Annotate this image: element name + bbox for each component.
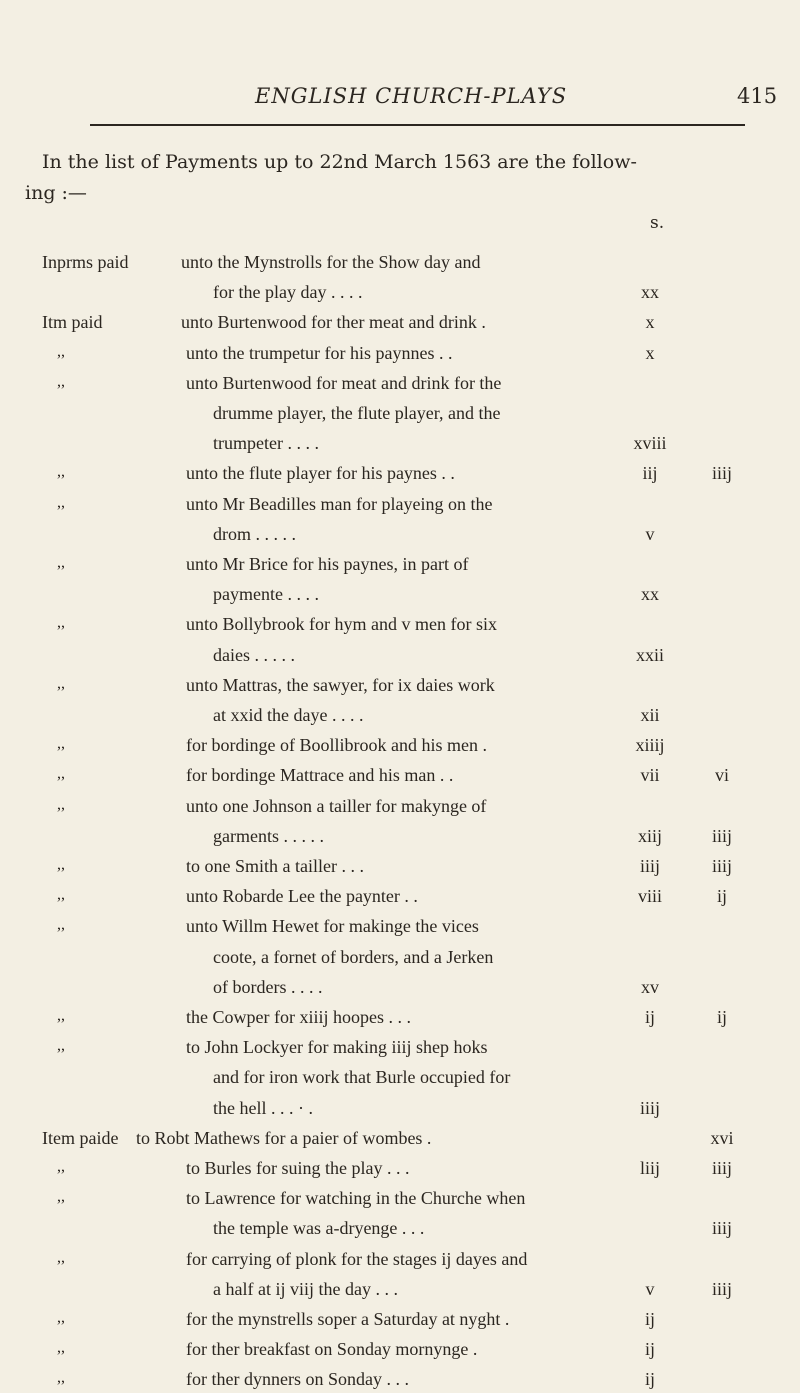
shillings-value: iiij [639,1097,660,1118]
shillings-value: v [645,1278,655,1299]
entry-prefix: ,, [57,614,65,632]
entry-text-line: for bordinge of Boollibrook and his men . [186,735,487,756]
pence-value: iiij [711,856,732,876]
entry-prefix: Inprms paid [42,252,129,272]
entry-text-line: for the play day . . . . [213,282,363,303]
entry-text-line: for the mynstrells soper a Saturday at nyght . [186,1309,510,1329]
pence-value: iiij [711,1218,732,1239]
entry-prefix: ,, [57,342,65,360]
entry-text-line: unto the trumpetur for his paynnes . . [186,342,453,363]
shillings-value: ij [644,1309,655,1329]
entry-text-line: to one Smith a tailler . . . [186,856,364,876]
shillings-column-heading: s. [650,213,665,233]
entry-prefix: ,, [57,795,65,813]
entry-prefix: Item paide [42,1127,119,1148]
entry-text-line: unto Willm Hewet for makinge the vices [186,916,479,937]
entry-prefix: ,, [57,1158,65,1175]
entry-text-line: unto Bollybrook for hym and v men for six [186,614,497,635]
entry-text-line: to Burles for suing the play . . . [186,1158,410,1178]
entry-prefix: ,, [57,1007,65,1024]
shillings-value: ij [644,1007,655,1027]
pence-value: iiij [711,463,732,484]
entry-text-line: to Robt Mathews for a paier of wombes . [136,1127,432,1148]
entry-text-line: at xxid the daye . . . . [213,705,364,725]
entry-text-line: for ther dynners on Sonday . . . [186,1369,409,1390]
entry-prefix: ,, [57,765,65,783]
entry-prefix: ,, [57,463,65,481]
entry-prefix: ,, [57,1369,65,1387]
entry-text-line: paymente . . . . [213,584,319,605]
running-title: ENGLISH CHURCH-PLAYS [255,84,568,108]
entry-text-line: unto one Johnson a tailler for makynge of [186,795,487,816]
shillings-value: x [645,312,655,333]
intro-line-2: ing :— [25,182,87,204]
shillings-value: ij [644,1369,655,1390]
shillings-value: iiij [639,856,660,876]
shillings-value: xx [641,584,659,605]
entry-text-line: for ther breakfast on Sonday mornynge . [186,1339,478,1360]
entry-text-line: unto Robarde Lee the paynter . . [186,886,418,907]
entry-text-line: coote, a fornet of borders, and a Jerken [213,946,494,967]
shillings-value: xv [641,976,659,997]
shillings-value: v [645,523,655,544]
entry-text-line: a half at ij viij the day . . . [213,1278,398,1299]
shillings-value: vii [640,765,660,786]
entry-text-line: unto the Mynstrolls for the Show day and [181,252,481,272]
entry-text-line: drumme player, the flute player, and the [213,403,501,423]
entry-text-line: unto Mattras, the sawyer, for ix daies work [186,674,495,695]
pence-value: ij [716,1007,727,1027]
entry-text-line: to John Lockyer for making iiij shep hoks [186,1037,488,1058]
entry-text-line: unto Burtenwood for ther meat and drink . [181,312,486,333]
entry-text-line: the hell . . . · . [213,1097,313,1118]
pence-value: xvi [710,1127,734,1148]
shillings-value: xx [641,282,659,303]
entry-prefix: ,, [57,1188,65,1206]
entry-prefix: ,, [57,372,65,390]
intro-paragraph [25,147,782,209]
entry-text-line: the temple was a-dryenge . . . [213,1218,425,1239]
entry-prefix: ,, [57,1248,65,1266]
header-rule [90,124,745,126]
page-number: 415 [737,84,778,108]
entry-prefix: ,, [57,856,65,873]
shillings-value: xviii [633,433,667,454]
intro-line-1: In the list of Payments up to 22nd March 1563 are the follow- [42,151,637,173]
pence-value: vi [714,765,729,786]
entry-text-line: for carrying of plonk for the stages ij dayes and [186,1248,528,1269]
shillings-value: liij [639,1158,660,1178]
pence-value: iiij [711,1158,732,1178]
entry-text-line: daies . . . . . [213,644,295,665]
entry-text-line: for bordinge Mattrace and his man . . [186,765,454,786]
shillings-value: xiiij [635,735,665,756]
entry-prefix: ,, [57,1037,65,1055]
shillings-value: xii [640,705,660,725]
shillings-value: x [645,342,655,363]
entry-text-line: and for iron work that Burle occupied for [213,1067,511,1088]
shillings-value: ij [644,1339,655,1360]
entry-text-line: of borders . . . . [213,976,323,997]
entry-prefix: ,, [57,554,65,571]
entry-text-line: unto Mr Beadilles man for playeing on the [186,493,493,514]
entry-text-line: trumpeter . . . . [213,433,319,454]
entry-prefix: ,, [57,916,65,934]
entry-text-line: unto the flute player for his paynes . . [186,463,455,484]
shillings-value: xiij [637,825,662,846]
shillings-value: iij [642,463,658,484]
entry-prefix: ,, [57,1339,65,1357]
entry-prefix: Itm paid [42,312,103,333]
entry-prefix: ,, [57,493,65,511]
pence-value: ij [716,886,727,907]
entry-prefix: ,, [57,1309,65,1326]
entry-text-line: drom . . . . . [213,523,296,544]
entry-text-line: to Lawrence for watching in the Churche when [186,1188,526,1209]
entry-prefix: ,, [57,886,65,904]
shillings-value: viii [637,886,662,907]
pence-value: iiij [711,825,732,846]
entry-text-line: the Cowper for xiiij hoopes . . . [186,1007,411,1027]
entry-text-line: garments . . . . . [213,825,324,846]
running-header [0,84,800,114]
shillings-value: xxii [635,644,664,665]
entry-prefix: ,, [57,674,65,692]
entry-prefix: ,, [57,735,65,753]
entry-text-line: unto Mr Brice for his paynes, in part of [186,554,469,574]
entry-text-line: unto Burtenwood for meat and drink for the [186,372,502,393]
pence-value: iiij [711,1278,732,1299]
